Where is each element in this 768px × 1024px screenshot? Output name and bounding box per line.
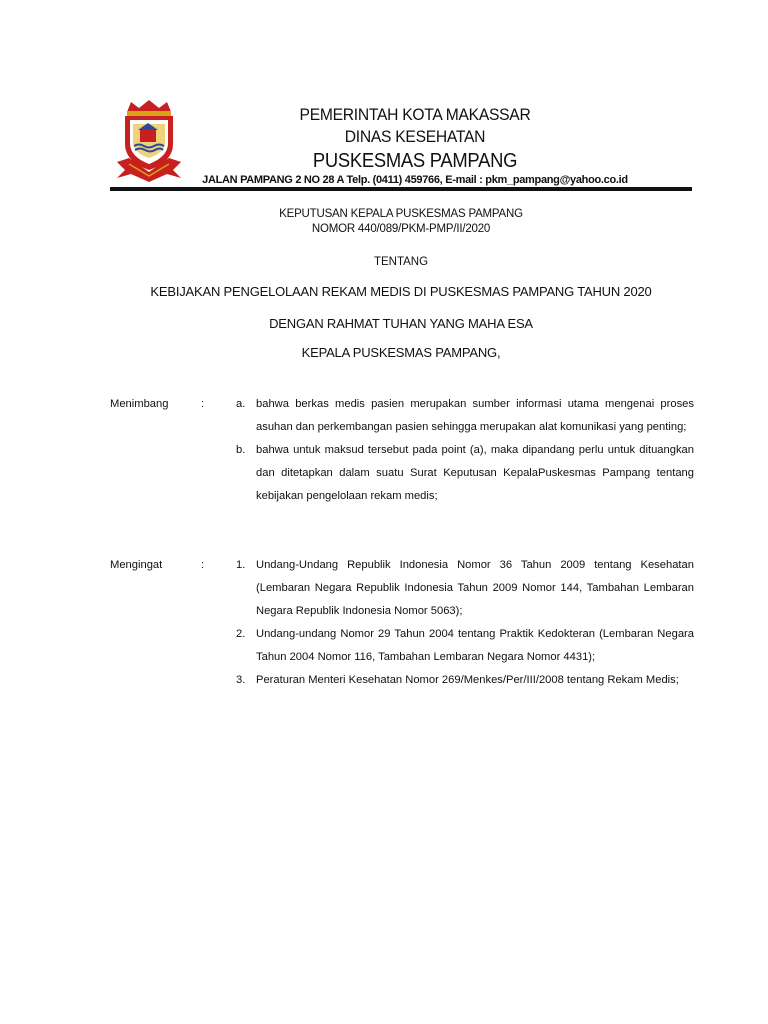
decree-number: NOMOR 440/089/PKM-PMP/II/2020 bbox=[311, 223, 491, 235]
letterhead-line3: PUSKESMAS PAMPANG bbox=[312, 150, 518, 172]
letterhead-address: JALAN PAMPANG 2 NO 28 A Telp. (0411) 459766, E-mail : pkm_pampang@yahoo.co.id bbox=[202, 174, 628, 186]
section-colon: : bbox=[201, 398, 205, 410]
item-text: Peraturan Menteri Kesehatan Nomor 269/Menkes/Per/III/2008 tentang Rekam Medis; bbox=[256, 674, 679, 686]
decree-rahmat: DENGAN RAHMAT TUHAN YANG MAHA ESA bbox=[269, 316, 533, 331]
list-item bbox=[236, 669, 694, 692]
section-items bbox=[236, 554, 694, 692]
decree-tentang: TENTANG bbox=[373, 256, 429, 268]
list-item bbox=[236, 554, 694, 623]
section-items bbox=[236, 393, 694, 508]
letterhead-line2: DINAS KESEHATAN bbox=[344, 127, 486, 146]
decree-subject: KEBIJAKAN PENGELOLAAN REKAM MEDIS DI PUSKESMAS PAMPANG TAHUN 2020 bbox=[150, 284, 652, 299]
city-coat-of-arms-icon bbox=[115, 98, 183, 184]
item-text: bahwa untuk maksud tersebut pada point (a), maka dipandang perlu untuk dituangkan dan ditetapkan dalam suatu Surat Keputusan KepalaPuskesmas Pampang tentang kebijakan pengelolaan rekam medis; bbox=[256, 444, 694, 502]
letterhead-line1: PEMERINTAH KOTA MAKASSAR bbox=[299, 105, 531, 124]
section-colon: : bbox=[201, 559, 205, 571]
letterhead-title bbox=[200, 104, 630, 174]
item-marker: 1. bbox=[236, 559, 246, 571]
item-text: Undang-undang Nomor 29 Tahun 2004 tentang Praktik Kedokteran (Lembaran Negara Tahun 2004 Nomor 116, Tambahan Lembaran Negara Nomor 4431); bbox=[256, 628, 694, 663]
item-marker: 2. bbox=[236, 628, 246, 640]
item-marker: b. bbox=[236, 444, 246, 456]
section-label: Menimbang bbox=[110, 398, 169, 410]
decree-title: KEPUTUSAN KEPALA PUSKESMAS PAMPANG bbox=[279, 208, 523, 220]
item-marker: 3. bbox=[236, 674, 246, 686]
list-item bbox=[236, 623, 694, 669]
item-text: Undang-Undang Republik Indonesia Nomor 36 Tahun 2009 tentang Kesehatan (Lembaran Negara Republik Indonesia Tahun 2009 Nomor 144, Tambahan Lembaran Negara Republik Indonesia Nomor 5063); bbox=[256, 559, 694, 617]
letterhead-rule bbox=[110, 187, 692, 191]
section-label: Mengingat bbox=[110, 559, 163, 571]
item-marker: a. bbox=[236, 398, 246, 410]
decree-kepala: KEPALA PUSKESMAS PAMPANG, bbox=[301, 345, 501, 360]
item-text: bahwa berkas medis pasien merupakan sumber informasi utama mengenai proses asuhan dan perkembangan pasien sehingga merupakan alat komunikasi yang penting; bbox=[256, 398, 694, 433]
list-item bbox=[236, 439, 694, 508]
list-item bbox=[236, 393, 694, 439]
